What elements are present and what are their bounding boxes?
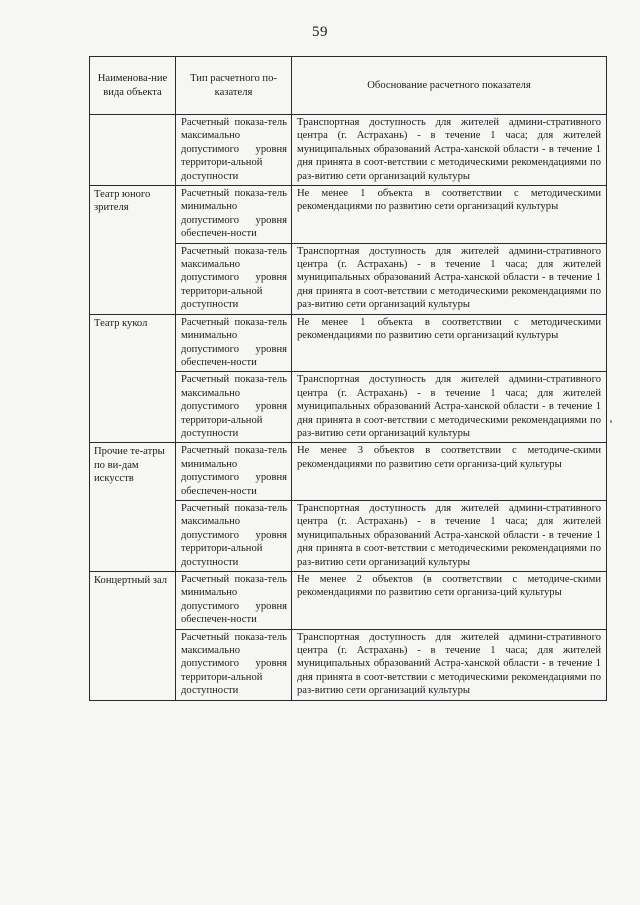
header-indicator-type: Тип расчетного по-казателя — [176, 57, 292, 115]
page-number: 59 — [312, 24, 328, 40]
table-row — [90, 314, 607, 372]
indicator-basis-cell: Транспортная доступность для жителей админи-стративного центра (г. Астрахань) - в течение 1 часа; для жителей муниципальных образований Астра-ханской области - в течение 1 дня принята в соот-ветствии с методическими рекомендациями по раз-витию сети организаций культуры — [292, 115, 607, 186]
indicator-basis-cell: Не менее 3 объектов в соответствии с методиче-скими рекомендациями по развитию сети организа-ций культуры — [292, 443, 607, 501]
indicator-basis-cell: Транспортная доступность для жителей админи-стративного центра (г. Астрахань) - в течение 1 часа; для жителей муниципальных образований Астра-ханской области - в течение 1 дня принята в соот-ветствии с методическими рекомендациями по раз-витию сети организаций культуры — [292, 629, 607, 700]
indicator-basis-cell: Не менее 1 объекта в соответствии с методическими рекомендациями по развитию сети организаций культуры — [292, 314, 607, 372]
indicator-basis-cell: Транспортная доступность для жителей админи-стративного центра (г. Астрахань) - в течение 1 часа; для жителей муниципальных образований Астра-ханской области - в течение 1 дня принята в соот-ветствии с методическими рекомендациями по раз-витию сети организаций культуры — [292, 243, 607, 314]
table-row — [90, 186, 607, 244]
indicator-type-cell: Расчетный показа-тель минимально допустимого уровня обеспечен-ности — [176, 443, 292, 501]
culture-facilities-table — [89, 56, 607, 701]
indicator-type-cell: Расчетный показа-тель минимально допустимого уровня обеспечен-ности — [176, 572, 292, 630]
indicator-type-cell: Расчетный показа-тель максимально допустимого уровня территори-альной доступности — [176, 629, 292, 700]
indicator-type-cell: Расчетный показа-тель минимально допустимого уровня обеспечен-ности — [176, 186, 292, 244]
object-name-cell: Театр юного зрителя — [90, 186, 176, 315]
indicator-type-cell: Расчетный показа-тель максимально допустимого уровня территори-альной доступности — [176, 372, 292, 443]
table-row — [90, 443, 607, 501]
indicator-basis-cell: Транспортная доступность для жителей админи-стративного центра (г. Астрахань) - в течение 1 часа; для жителей муниципальных образований Астра-ханской области - в течение 1 дня принята в соот-ветствии с методическими рекомендациями по раз-витию сети организаций культуры — [292, 500, 607, 571]
indicator-type-cell: Расчетный показа-тель максимально допустимого уровня территори-альной доступности — [176, 115, 292, 186]
object-name-cell: Прочие те-атры по ви-дам искусств — [90, 443, 176, 572]
indicator-basis-cell: Транспортная доступность для жителей админи-стративного центра (г. Астрахань) - в течение 1 часа; для жителей муниципальных образований Астра-ханской области - в течение 1 дня принята в соот-ветствии с методическими рекомендациями по раз-витию сети организаций культуры — [292, 372, 607, 443]
continuation-name-cell — [90, 115, 176, 186]
table-row — [90, 572, 607, 630]
indicator-basis-cell: Не менее 2 объектов (в соответствии с методиче-скими рекомендациями по развитию сети организа-ций культуры — [292, 572, 607, 630]
indicator-type-cell: Расчетный показа-тель минимально допустимого уровня обеспечен-ности — [176, 314, 292, 372]
indicator-basis-cell: Не менее 1 объекта в соответствии с методическими рекомендациями по развитию сети организаций культуры — [292, 186, 607, 244]
object-name-cell: Театр кукол — [90, 314, 176, 443]
scan-speck — [610, 420, 612, 423]
table-header-row — [90, 57, 607, 115]
object-name-cell: Концертный зал — [90, 572, 176, 701]
table-row — [90, 115, 607, 186]
indicator-type-cell: Расчетный показа-тель максимально допустимого уровня территори-альной доступности — [176, 500, 292, 571]
header-object-name: Наименова-ние вида объекта — [90, 57, 176, 115]
indicator-type-cell: Расчетный показа-тель максимально допустимого уровня территори-альной доступности — [176, 243, 292, 314]
header-indicator-basis: Обоснование расчетного показателя — [292, 57, 607, 115]
